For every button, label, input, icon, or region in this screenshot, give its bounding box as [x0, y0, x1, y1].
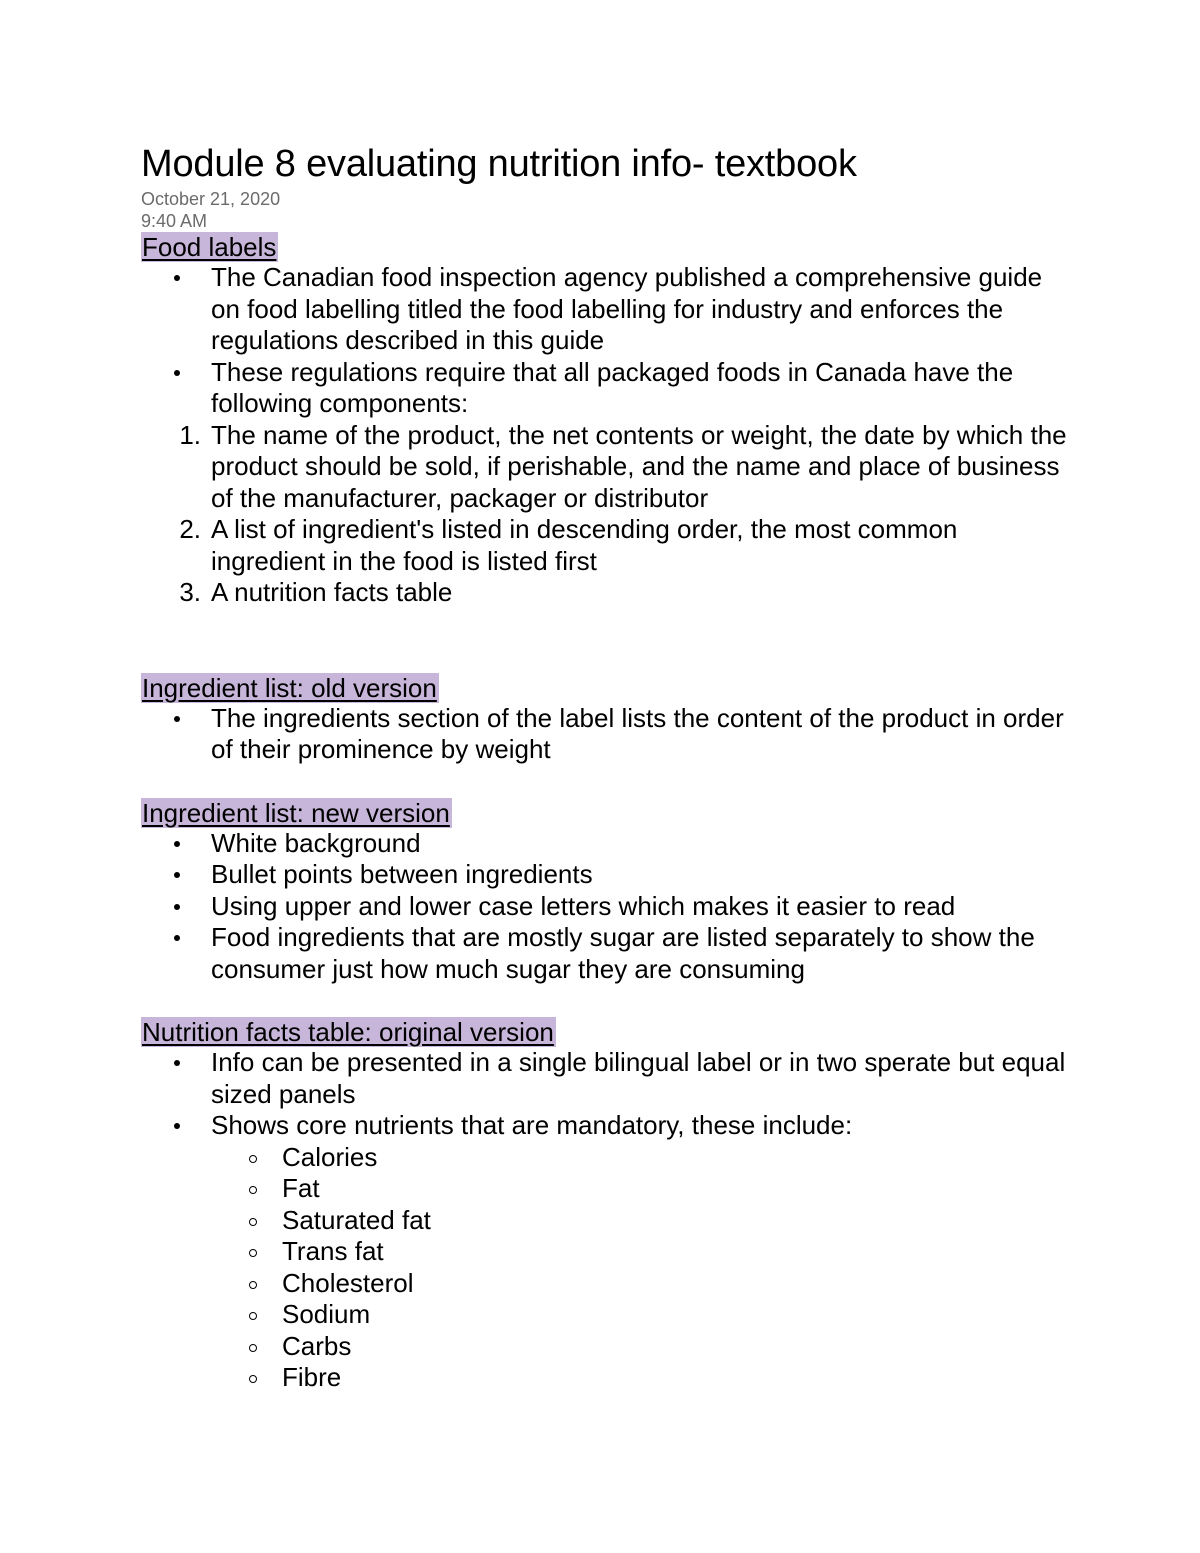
bullet-dot-icon [174, 1060, 180, 1066]
list-item: The Canadian food inspection agency published a comprehensive guide on food labelling titled the food labelling for industry and enforces the regulations described in this guide [141, 262, 1071, 357]
bullet-dot-icon [174, 841, 180, 847]
ingredient-old-bullet-list [141, 703, 1071, 766]
spacer [141, 985, 1071, 1017]
food-labels-numbered-list [141, 420, 1071, 609]
bullet-dot-icon [174, 716, 180, 722]
list-number: 2. [179, 514, 201, 544]
list-item: 1. The name of the product, the net contents or weight, the date by which the product should be sold, if perishable, and the name and place of business of the manufacturer, packager or distributor [141, 420, 1071, 515]
note-time: 9:40 AM [141, 211, 208, 231]
note-date: October 21, 2020 [141, 189, 281, 209]
hollow-circle-bullet-icon [249, 1281, 257, 1289]
sub-list-item: Fibre [141, 1362, 1071, 1394]
sub-list-item: Saturated fat [141, 1205, 1071, 1237]
section-heading-food-labels: Food labels [142, 232, 277, 262]
hollow-circle-bullet-icon [249, 1312, 257, 1320]
list-item: Using upper and lower case letters which makes it easier to read [141, 891, 1071, 923]
hollow-circle-bullet-icon [249, 1249, 257, 1257]
hollow-circle-bullet-icon [249, 1218, 257, 1226]
sub-list-item: Calories [141, 1142, 1071, 1174]
bullet-dot-icon [174, 935, 180, 941]
section-heading-ingredient-new: Ingredient list: new version [142, 797, 450, 828]
list-item: Food ingredients that are mostly sugar are listed separately to show the consumer just how much sugar they are consuming [141, 922, 1071, 985]
sub-list-item: Cholesterol [141, 1268, 1071, 1300]
bullet-dot-icon [174, 872, 180, 878]
sub-list-item: Carbs [141, 1331, 1071, 1363]
hollow-circle-bullet-icon [249, 1344, 257, 1352]
section-ingredient-old [141, 673, 1071, 766]
sub-list-item: Sodium [141, 1299, 1071, 1331]
list-item: Shows core nutrients that are mandatory, these include: [141, 1110, 1071, 1142]
section-heading-ingredient-old: Ingredient list: old version [142, 672, 437, 703]
core-nutrients-sub-list [141, 1142, 1071, 1394]
nutrition-original-bullet-list [141, 1047, 1071, 1142]
list-item: 3. A nutrition facts table [141, 577, 1071, 609]
list-number: 1. [179, 419, 201, 450]
section-ingredient-new [141, 798, 1071, 986]
bullet-dot-icon [174, 1123, 180, 1129]
bullet-dot-icon [174, 370, 180, 376]
hollow-circle-bullet-icon [249, 1375, 257, 1383]
spacer [141, 766, 1071, 798]
note-page [141, 140, 1071, 1394]
list-item: Bullet points between ingredients [141, 859, 1071, 891]
hollow-circle-bullet-icon [249, 1155, 257, 1163]
section-nutrition-original [141, 1017, 1071, 1394]
hollow-circle-bullet-icon [249, 1186, 257, 1194]
page-title: Module 8 evaluating nutrition info- textbook [141, 143, 857, 185]
sub-list-item: Trans fat [141, 1236, 1071, 1268]
list-number: 3. [179, 577, 201, 607]
food-labels-bullet-list [141, 262, 1071, 420]
list-item: The ingredients section of the label lists the content of the product in order of their prominence by weight [141, 703, 1071, 766]
list-item: Info can be presented in a single bilingual label or in two sperate but equal sized panels [141, 1047, 1071, 1110]
sub-list-item: Fat [141, 1173, 1071, 1205]
bullet-dot-icon [174, 275, 180, 281]
list-item: These regulations require that all packaged foods in Canada have the following components: [141, 357, 1071, 420]
list-item: 2. A list of ingredient's listed in descending order, the most common ingredient in the food is listed first [141, 514, 1071, 577]
list-item: White background [141, 828, 1071, 860]
ingredient-new-bullet-list [141, 828, 1071, 986]
section-heading-nutrition-original: Nutrition facts table: original version [142, 1017, 554, 1047]
bullet-dot-icon [174, 904, 180, 910]
spacer [141, 609, 1071, 673]
section-food-labels [141, 232, 1071, 609]
